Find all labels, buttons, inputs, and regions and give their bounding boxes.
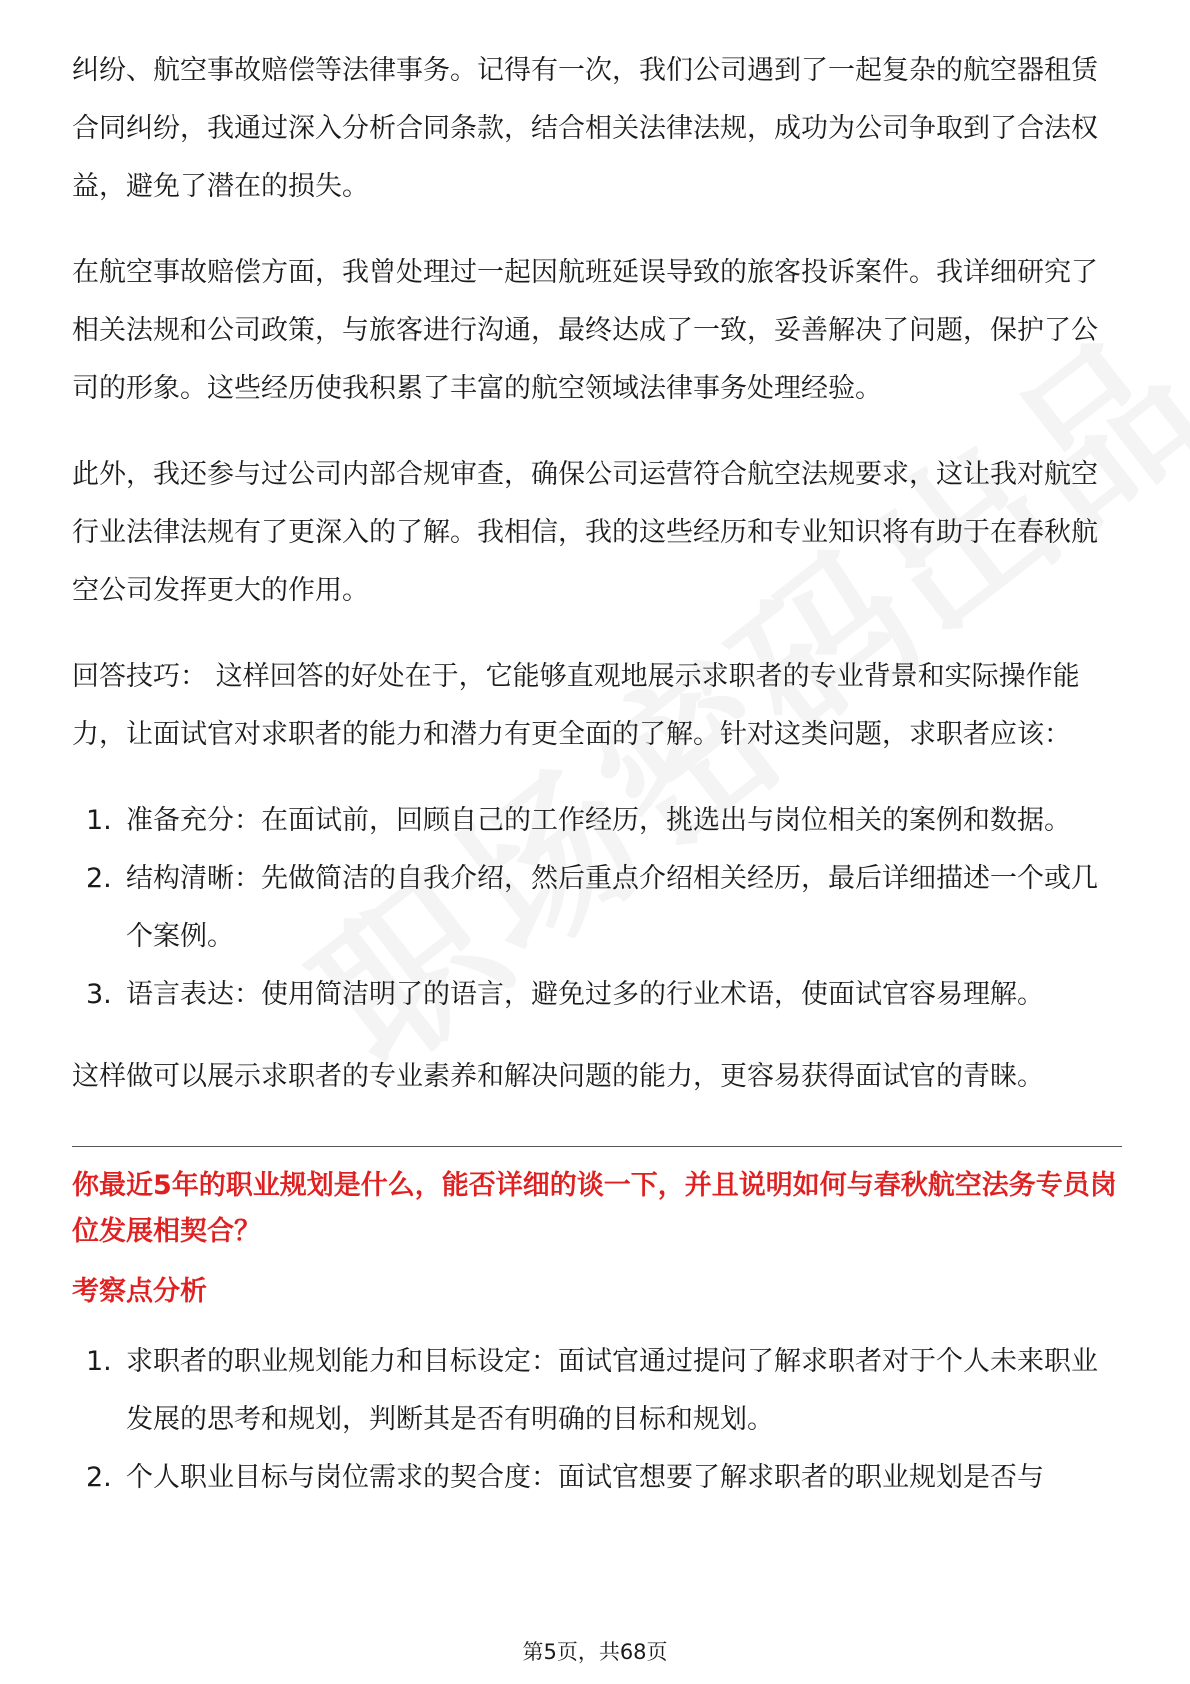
list-item [72, 850, 1122, 966]
section-divider [72, 1146, 1122, 1147]
list-number: 2. [86, 1462, 112, 1493]
list-item [72, 792, 1122, 850]
paragraph-contract-dispute: 纠纷、航空事故赔偿等法律事务。记得有一次，我们公司遇到了一起复杂的航空器租赁合同纠纷，我通过深入分析合同条款，结合相关法律法规，成功为公司争取到了合法权益，避免了潜在的损失。 [72, 55, 1098, 202]
paragraph-compliance-review: 此外，我还参与过公司内部合规审查，确保公司运营符合航空法规要求，这让我对航空行业法律法规有了更深入的了解。我相信，我的这些经历和专业知识将有助于在春秋航空公司发挥更大的作用。 [72, 459, 1098, 606]
document-page [72, 42, 1122, 1531]
analysis-list [72, 1333, 1122, 1507]
list-text: 个人职业目标与岗位需求的契合度：面试官想要了解求职者的职业规划是否与 [126, 1462, 1044, 1493]
list-item [72, 1449, 1122, 1507]
paragraph-answer-tips: 回答技巧： 这样回答的好处在于，它能够直观地展示求职者的专业背景和实际操作能力，让面试官对求职者的能力和潜力有更全面的了解。针对这类问题，求职者应该： [72, 661, 1080, 750]
page-footer: 第5页，共68页 [522, 1640, 668, 1664]
list-item [72, 1333, 1122, 1449]
list-item [72, 966, 1122, 1024]
list-number: 2. [86, 863, 112, 894]
analysis-heading: 考察点分析 [72, 1276, 207, 1307]
tips-list [72, 792, 1122, 1024]
list-number: 1. [86, 1346, 112, 1377]
paragraph-accident-compensation: 在航空事故赔偿方面，我曾处理过一起因航班延误导致的旅客投诉案件。我详细研究了相关法规和公司政策，与旅客进行沟通，最终达成了一致，妥善解决了问题，保护了公司的形象。这些经历使我积累了丰富的航空领域法律事务处理经验。 [72, 257, 1098, 404]
list-text: 结构清晰：先做简洁的自我介绍，然后重点介绍相关经历，最后详细描述一个或几个案例。 [126, 863, 1098, 952]
interview-question: 你最近5年的职业规划是什么，能否详细的谈一下，并且说明如何与春秋航空法务专员岗位发展相契合？ [72, 1170, 1117, 1247]
paragraph-closing: 这样做可以展示求职者的专业素养和解决问题的能力，更容易获得面试官的青睐。 [72, 1061, 1044, 1092]
list-text: 求职者的职业规划能力和目标设定：面试官通过提问了解求职者对于个人未来职业发展的思考和规划，判断其是否有明确的目标和规划。 [126, 1346, 1098, 1435]
list-text: 准备充分：在面试前，回顾自己的工作经历，挑选出与岗位相关的案例和数据。 [126, 805, 1071, 836]
list-number: 3. [86, 979, 112, 1010]
list-text: 语言表达：使用简洁明了的语言，避免过多的行业术语，使面试官容易理解。 [126, 979, 1044, 1010]
list-number: 1. [86, 805, 112, 836]
